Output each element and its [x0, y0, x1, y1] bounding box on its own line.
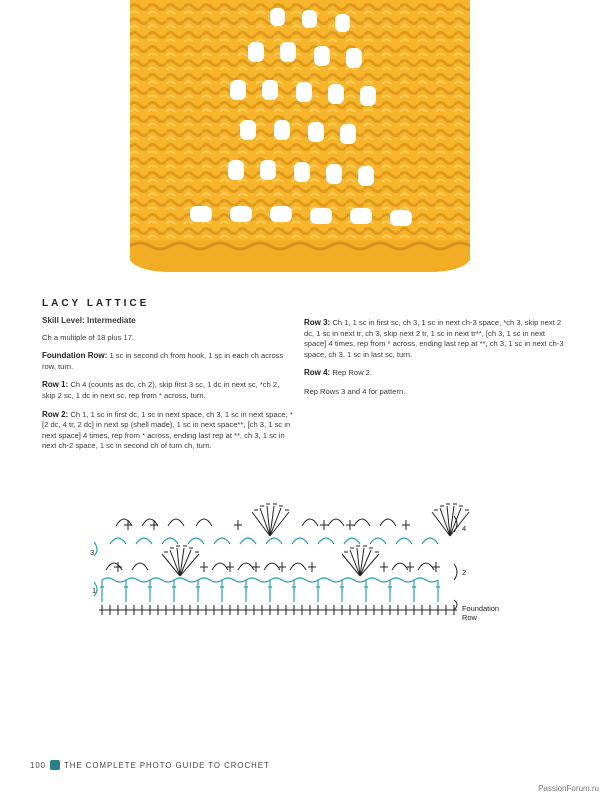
- diagram-label-foundation: [462, 604, 499, 622]
- page-footer: [30, 760, 270, 770]
- instruction-row: [304, 368, 566, 379]
- instruction-row: [42, 380, 294, 401]
- skill-level: Skill Level: Intermediate: [42, 316, 136, 325]
- foundation-row-stitches: [99, 605, 457, 615]
- diagram-label-row-1: 1: [92, 586, 97, 595]
- row-label: Foundation Row:: [42, 351, 108, 361]
- row-3-stitches: [94, 538, 438, 556]
- instructions-right-column: [304, 318, 566, 406]
- row-label: Row 2:: [42, 409, 69, 419]
- pattern-title: LACY LATTICE: [42, 298, 150, 309]
- stitch-diagram-svg: [88, 492, 518, 632]
- row-text: Ch 4 (counts as dc, ch 2), skip first 3 sc, 1 dc in next sc, *ch 2, skip 2 sc, 1 dc in next sc, rep from * across, turn.: [42, 380, 280, 400]
- row-text: Rep Row 2.: [330, 368, 373, 378]
- row-text: Ch 1, 1 sc in first sc, ch 3, 1 sc in next ch-3 space, *ch 3, skip next 2 dc, 1 sc in next tr, ch 3, skip next 2 tr, 1 sc in next tr**, [ch 3, 1 sc in next space] 4 times, rep from * across, ending last rep at **, ch 3, 1 sc in next ch-3 space, ch 3, 1 sc in last sc, turn.: [304, 318, 564, 359]
- row-label: Row 3:: [304, 318, 331, 327]
- instruction-row: [42, 351, 294, 372]
- row-2-stitches: [106, 546, 440, 576]
- swatch-photo: [130, 0, 470, 272]
- row-label: Row 1:: [42, 380, 69, 390]
- row-label: Row 4:: [304, 368, 331, 378]
- repeat-note: Rep Rows 3 and 4 for pattern.: [304, 386, 406, 396]
- chain-note: Ch a multiple of 18 plus 17.: [42, 332, 135, 342]
- row-1-stitches: [94, 578, 440, 602]
- row-text: Ch 1, 1 sc in first dc, 1 sc in next space, ch 3, 1 sc in next space, *[2 dc, 4 tr, 2 dc] in next sp (shell made), 1 sc in next space**, [ch 3, 1 sc in next space] 4 times, rep from * across, ending last rep at **, ch 3, 1 sc in next ch-2 space, 1 sc in second ch of turn ch, turn.: [42, 409, 293, 451]
- watermark: PassionForum.ru: [538, 784, 599, 793]
- foundation-label-line-1: Foundation: [462, 604, 499, 613]
- row-4-stitches: [116, 504, 469, 536]
- diagram-label-row-2: 2: [462, 568, 467, 577]
- book-title: THE COMPLETE PHOTO GUIDE TO CROCHET: [64, 760, 270, 770]
- page-number: 100: [30, 760, 47, 770]
- instruction-row: [304, 318, 566, 360]
- diagram-label-row-4: 4: [462, 524, 467, 533]
- foundation-label-line-2: Row: [462, 613, 477, 622]
- instructions-left-column: [42, 316, 294, 460]
- row-text: 1 sc in second ch from hook, 1 sc in each ch across row, turn.: [42, 351, 284, 371]
- book-logo-icon: [50, 760, 60, 770]
- diagram-label-row-3: 3: [90, 548, 95, 557]
- stitch-diagram: [88, 492, 518, 632]
- instruction-row: [42, 410, 294, 452]
